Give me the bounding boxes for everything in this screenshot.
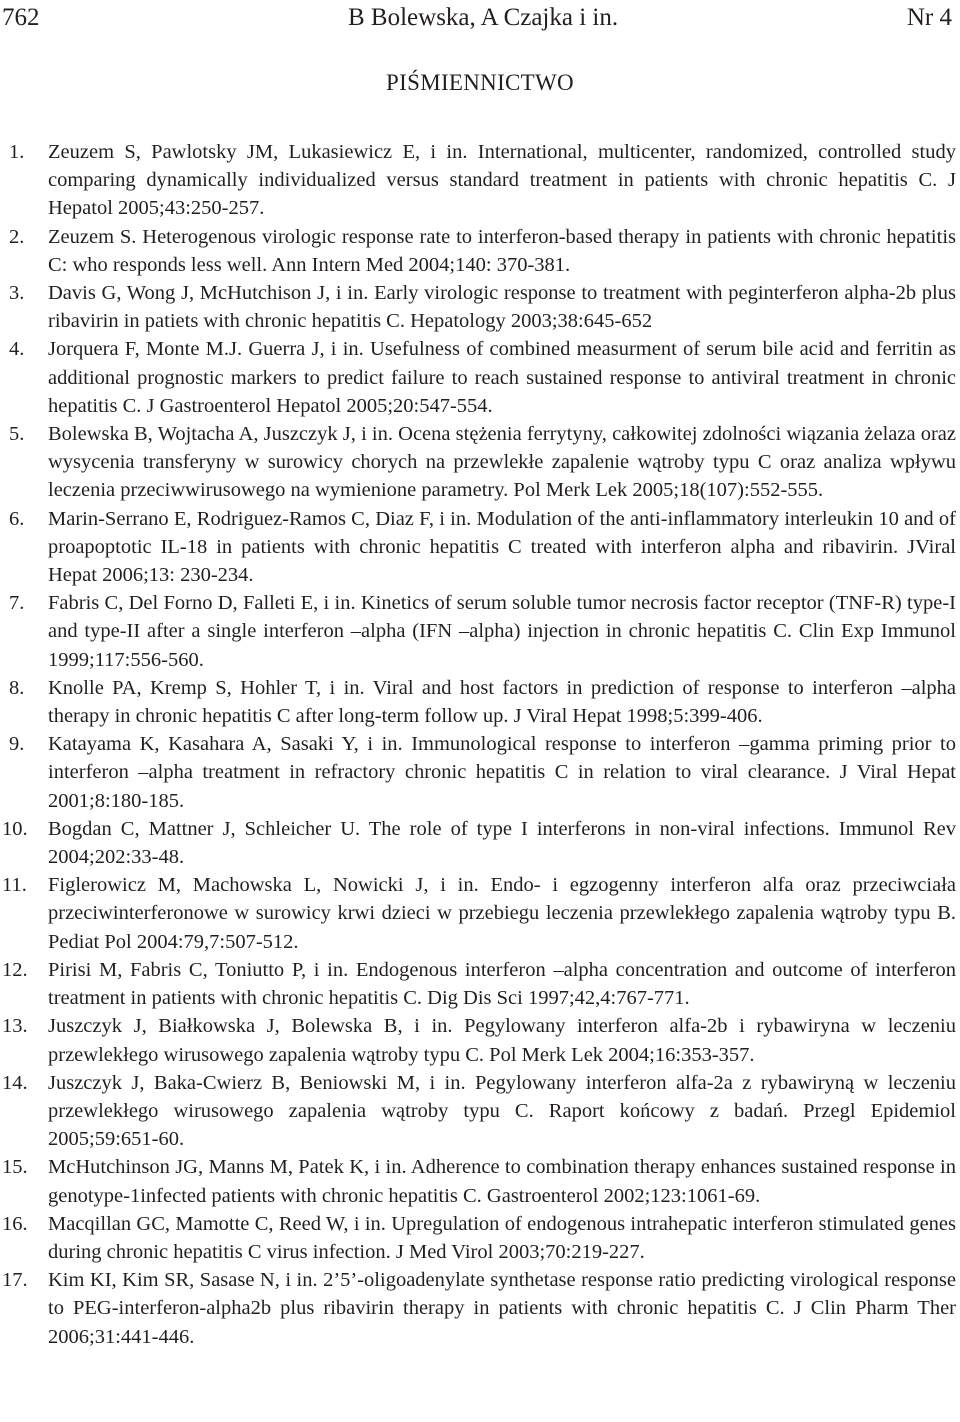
reference-text: Pirisi M, Fabris C, Toniutto P, i in. Endogenous interferon –alpha concentration and outcome of interferon treatment in patients with chronic hepatitis C. Dig Dis Sci 1997;42,4:767-771. — [48, 958, 956, 1010]
reference-item — [0, 335, 956, 420]
reference-number: 10. — [2, 817, 28, 840]
reference-item — [0, 956, 956, 1012]
reference-item — [0, 279, 956, 335]
reference-number: 14. — [2, 1071, 28, 1094]
reference-text: McHutchinson JG, Manns M, Patek K, i in. Adherence to combination therapy enhances sustained response in genotype-1infected patients with chronic hepatitis C. Gastroenterol 2002;123:1061-69. — [48, 1156, 956, 1207]
reference-item — [0, 1069, 956, 1154]
reference-item — [0, 815, 956, 871]
reference-text: Juszczyk J, Baka-Cwierz B, Beniowski M, i in. Pegylowany interferon alfa-2a z rybawiryną w leczeniu przewlekłego wirusowego zapalenia wątroby typu C. Raport końcowy z badań. Przegl Epidemiol 2005;59:651-60. — [48, 1071, 956, 1151]
reference-text: Jorquera F, Monte M.J. Guerra J, i in. Usefulness of combined measurment of serum bile acid and ferritin as additional prognostic markers to predict failure to reach sustained response to antiviral treatment in chronic hepatitis C. J Gastroenterol Hepatol 2005;20:547-554. — [48, 338, 956, 417]
reference-number: 2. — [9, 225, 25, 248]
reference-item — [0, 1266, 956, 1351]
reference-number: 12. — [2, 958, 28, 981]
reference-number: 5. — [9, 423, 25, 446]
reference-number: 4. — [9, 338, 25, 361]
reference-item — [0, 871, 956, 956]
running-title: B Bolewska, A Czajka i in. — [348, 4, 619, 31]
reference-list — [0, 138, 956, 1351]
reference-item — [0, 674, 956, 730]
reference-number: 16. — [2, 1212, 28, 1235]
reference-item — [0, 1012, 956, 1068]
reference-number: 11. — [2, 874, 27, 897]
reference-text: Bogdan C, Mattner J, Schleicher U. The role of type I interferons in non-viral infections. Immunol Rev 2004;202:33-48. — [48, 817, 956, 869]
reference-text: Bolewska B, Wojtacha A, Juszczyk J, i in. Ocena stężenia ferrytyny, całkowitej zdolności wiązania żelaza oraz wysycenia transferyny w surowicy chorych na przewlekłe zapalenie wątroby typu C oraz analiza wpływu leczenia przeciwwirusowego na wymienione parametry. Pol Merk Lek 2005;18(107):552-555. — [48, 423, 956, 502]
reference-text: Zeuzem S, Pawlotsky JM, Lukasiewicz E, i in. International, multicenter, randomized, controlled study comparing dynamically individualized versus standard treatment in patients with chronic hepatitis C. J Hepatol 2005;43:250-257. — [48, 141, 956, 220]
reference-text: Marin-Serrano E, Rodriguez-Ramos C, Diaz F, i in. Modulation of the anti-inflammatory interleukin 10 and of proapoptotic IL-18 in patients with chronic hepatitis C treated with interferon alpha and ribavirin. JViral Hepat 2006;13: 230-234. — [48, 507, 956, 587]
reference-text: Macqillan GC, Mamotte C, Reed W, i in. Upregulation of endogenous intrahepatic interferon stimulated genes during chronic hepatitis C virus infection. J Med Virol 2003;70:219-227. — [48, 1212, 956, 1263]
reference-item — [0, 420, 956, 505]
section-title: PIŚMIENNICTWO — [386, 70, 574, 95]
reference-number: 13. — [2, 1015, 28, 1038]
reference-item — [0, 1210, 956, 1266]
reference-text: Katayama K, Kasahara A, Sasaki Y, i in. Immunological response to interferon –gamma priming prior to interferon –alpha treatment in refractory chronic hepatitis C in relation to viral clearance. J Viral Hepat 2001;8:180-185. — [48, 733, 956, 812]
reference-text: Juszczyk J, Białkowska J, Bolewska B, i in. Pegylowany interferon alfa-2b i rybawiryna w leczeniu przewlekłego wirusowego zapalenia wątroby typu C. Pol Merk Lek 2004;16:353-357. — [48, 1015, 956, 1066]
reference-number: 3. — [9, 282, 25, 305]
page-number: 762 — [2, 4, 40, 31]
reference-item — [0, 730, 956, 815]
page-header — [0, 2, 960, 38]
reference-number: 8. — [9, 676, 25, 699]
reference-item — [0, 138, 956, 223]
reference-number: 6. — [9, 507, 25, 530]
reference-text: Knolle PA, Kremp S, Hohler T, i in. Viral and host factors in prediction of response to interferon –alpha therapy in chronic hepatitis C after long-term follow up. J Viral Hepat 1998;5:399-406. — [48, 676, 956, 728]
reference-text: Davis G, Wong J, McHutchison J, i in. Early virologic response to treatment with peginterferon alpha-2b plus ribavirin in patiets with chronic hepatitis C. Hepatology 2003;38:645-652 — [48, 282, 956, 333]
reference-number: 17. — [2, 1269, 28, 1292]
reference-number: 9. — [9, 733, 25, 756]
reference-text: Kim KI, Kim SR, Sasase N, i in. 2’5’-oligoadenylate synthetase response ratio predicting virological response to PEG-interferon-alpha2b plus ribavirin therapy in patients with chronic hepatitis C. J Clin Pharm Ther 2006;31:441-446. — [48, 1269, 956, 1348]
reference-number: 1. — [9, 141, 25, 163]
reference-item — [0, 505, 956, 590]
reference-number: 7. — [9, 592, 25, 615]
issue-number: Nr 4 — [906, 4, 952, 31]
reference-text: Figlerowicz M, Machowska L, Nowicki J, i in. Endo- i egzogenny interferon alfa oraz przeciwciała przeciwinterferonowe w surowicy krwi dzieci w przebiegu leczenia przewlekłego zapalenia wątroby typu B. Pediat Pol 2004:79,7:507-512. — [48, 874, 956, 953]
reference-item — [0, 589, 956, 674]
reference-item — [0, 1153, 956, 1209]
reference-item — [0, 223, 956, 279]
reference-text: Zeuzem S. Heterogenous virologic response rate to interferon-based therapy in patients with chronic hepatitis C: who responds less well. Ann Intern Med 2004;140: 370-381. — [48, 225, 956, 276]
reference-number: 15. — [2, 1156, 28, 1179]
reference-text: Fabris C, Del Forno D, Falleti E, i in. Kinetics of serum soluble tumor necrosis factor receptor (TNF-R) type-I and type-II after a single interferon –alpha (IFN –alpha) injection in chronic hepatitis C. Clin Exp Immunol 1999;117:556-560. — [48, 592, 956, 671]
